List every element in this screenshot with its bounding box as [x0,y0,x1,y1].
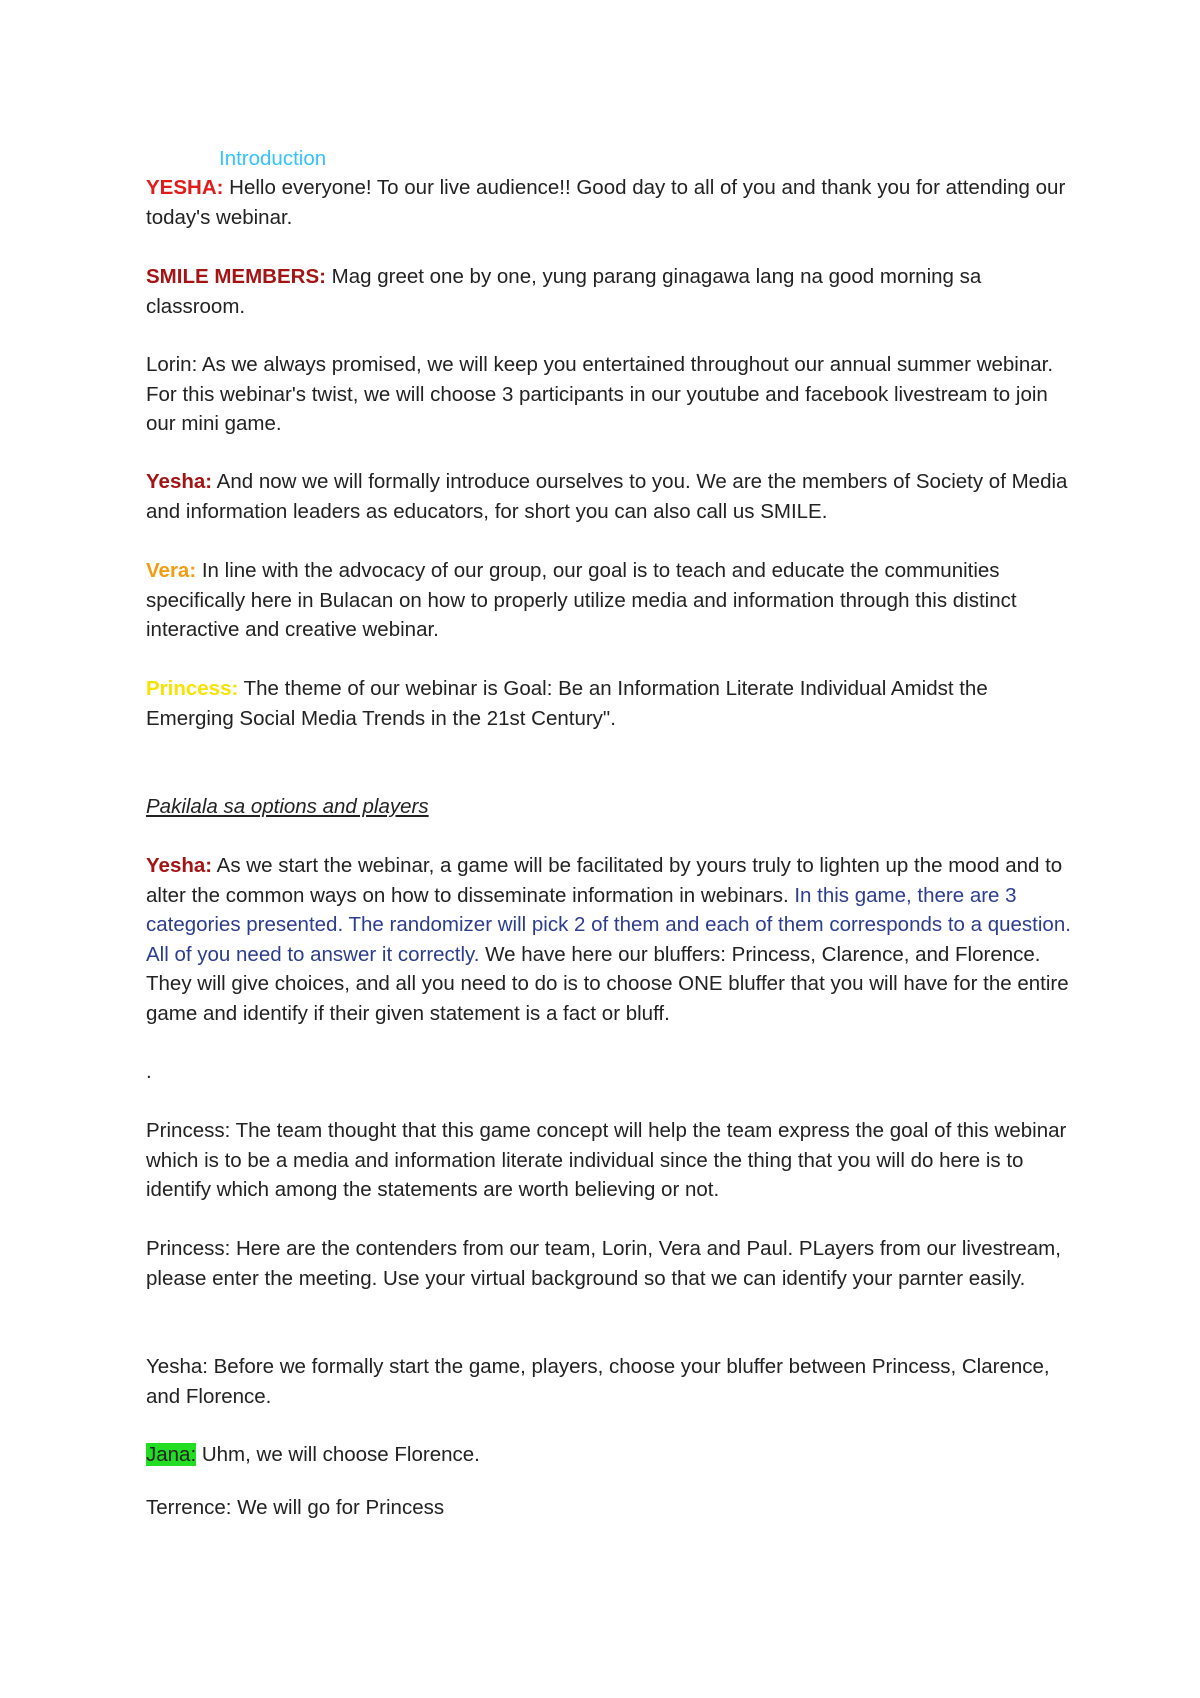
section-heading-pakilala: Pakilala sa options and players [146,795,429,818]
paragraph-text: The theme of our webinar is Goal: Be an Information Literate Individual Amidst the Emerging Social Media Trends in the 21st Century". [146,677,988,730]
paragraph-princess-theme [146,674,1076,733]
paragraph-text: Princess: Here are the contenders from our team, Lorin, Vera and Paul. PLayers from our livestream, please enter the meeting. Use your virtual background so that we can identify your parnter easily. [146,1237,1061,1290]
paragraph-yesha-greeting [146,173,1076,232]
speaker-label: Yesha: [146,854,213,877]
paragraph-yesha-intro [146,467,1076,526]
paragraph-smile-members [146,262,1076,321]
section-heading-introduction: Introduction [219,147,327,170]
paragraph-vera [146,556,1076,645]
stray-dot: . [146,1060,152,1083]
paragraph-text: Terrence: We will go for Princess [146,1496,445,1519]
paragraph-text: Mag greet one by one, yung parang ginagawa lang na good morning sa classroom. [146,265,982,318]
paragraph-princess-concept [146,1116,1076,1205]
paragraph-text: Princess: The team thought that this game concept will help the team express the goal of this webinar which is to be a media and information literate individual since the thing that you will do here is to identify which among the statements are worth believing or not. [146,1119,1067,1201]
paragraph-text: We have here our bluffers: Princess, Clarence, and Florence. They will give choices, and all you need to do is to choose ONE bluffer that you will have for the entire game and identify if their given statement is a fact or bluff. [146,942,1069,1025]
paragraph-text: Yesha: Before we formally start the game, players, choose your bluffer between Princess, Clarence, and Florence. [146,1355,1050,1408]
paragraph-text: In line with the advocacy of our group, our goal is to teach and educate the communities specifically here in Bulacan on how to properly utilize media and information through this distinct interactive and creative webinar. [146,559,1017,641]
paragraph-text: As we start the webinar, a game will be facilitated by yours truly to lighten up the mood and to alter the common ways on how to disseminate information in webinars. [146,854,1063,907]
speaker-label: Vera: [146,559,197,582]
speaker-label: SMILE MEMBERS: [146,265,326,288]
paragraph-text: And now we will formally introduce ourselves to you. We are the members of Society of Media and information leaders as educators, for short you can also call us SMILE. [146,470,1068,523]
speaker-label: YESHA: [146,176,224,199]
paragraph-jana [146,1440,1076,1470]
paragraph-yesha-choose [146,1352,1076,1411]
paragraph-yesha-game [146,851,1076,1028]
paragraph-text: Lorin: As we always promised, we will keep you entertained throughout our annual summer webinar. For this webinar's twist, we will choose 3 participants in our youtube and facebook livestream to join our mini game. [146,353,1054,435]
speaker-label-highlighted: Jana: [146,1443,197,1466]
paragraph-terrence [146,1493,1076,1523]
paragraph-text: Uhm, we will choose Florence. [196,1443,480,1466]
paragraph-lorin [146,350,1076,439]
paragraph-text: Hello everyone! To our live audience!! Good day to all of you and thank you for attending our today's webinar. [146,176,1066,229]
speaker-label: Yesha: [146,470,213,493]
speaker-label: Princess: [146,677,239,700]
paragraph-princess-contenders [146,1234,1076,1293]
paragraph-text-highlighted-blue: In this game, there are 3 categories presented. The randomizer will pick 2 of them and each of them corresponds to a question. All of you need to answer it correctly. [146,883,1071,966]
